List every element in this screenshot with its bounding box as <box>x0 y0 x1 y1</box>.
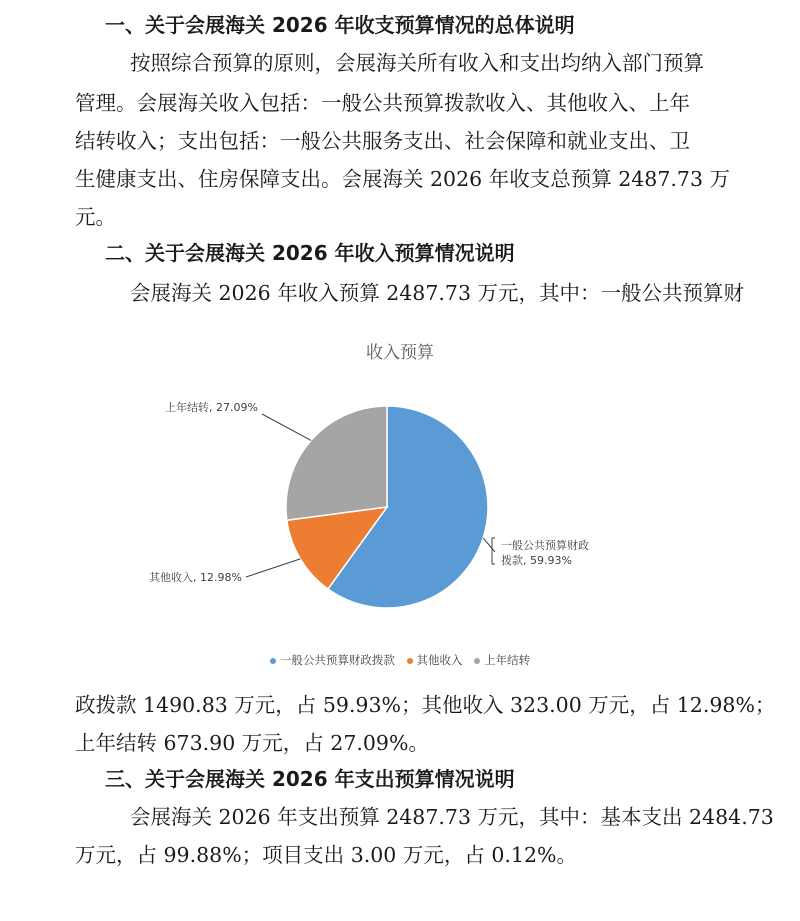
legend-item <box>474 652 530 668</box>
paragraph-line: 会展海关 2026 年支出预算 2487.73 万元，其中：基本支出 2484.73 <box>130 805 774 829</box>
chart-title: 收入预算 <box>366 343 434 363</box>
paragraph-line: 管理。会展海关收入包括：一般公共预算拨款收入、其他收入、上年 <box>75 91 690 115</box>
paragraph-line: 按照综合预算的原则，会展海关所有收入和支出均纳入部门预算 <box>130 51 704 75</box>
legend-dot <box>407 658 413 664</box>
chart-legend <box>0 652 800 668</box>
slice-data-label: 拨款, 59.93% <box>501 554 572 567</box>
legend-item <box>407 652 463 668</box>
section-2-heading: 二、关于会展海关 2026 年收入预算情况说明 <box>105 241 515 265</box>
paragraph-line: 会展海关 2026 年收入预算 2487.73 万元，其中：一般公共预算财 <box>130 281 745 305</box>
slice-data-label: 一般公共预算财政 <box>501 539 589 552</box>
section-3-heading: 三、关于会展海关 2026 年支出预算情况说明 <box>105 767 515 791</box>
leader-line <box>246 559 300 577</box>
legend-label: 上年结转 <box>484 653 531 667</box>
slice-data-label: 其他收入, 12.98% <box>149 571 242 584</box>
paragraph-line: 万元，占 99.88%；项目支出 3.00 万元，占 0.12%。 <box>75 843 577 867</box>
leader-line <box>262 414 311 440</box>
paragraph-line: 结转收入；支出包括：一般公共服务支出、社会保障和就业支出、卫 <box>75 129 690 153</box>
paragraph-line: 生健康支出、住房保障支出。会展海关 2026 年收支总预算 2487.73 万 <box>75 167 731 191</box>
legend-dot <box>474 658 480 664</box>
section-1-heading: 一、关于会展海关 2026 年收支预算情况的总体说明 <box>105 13 575 37</box>
legend-item <box>270 652 395 668</box>
legend-label: 其他收入 <box>416 653 463 667</box>
leader-line <box>483 538 495 552</box>
paragraph-line: 政拨款 1490.83 万元，占 59.93%；其他收入 323.00 万元，占 12.98%； <box>75 693 776 717</box>
paragraph-line: 上年结转 673.90 万元，占 27.09%。 <box>75 731 429 755</box>
legend-label: 一般公共预算财政拨款 <box>279 653 395 667</box>
slice-data-label: 上年结转, 27.09% <box>165 401 258 414</box>
paragraph-line: 元。 <box>75 205 116 229</box>
pie-slice <box>286 406 387 520</box>
legend-dot <box>270 658 276 664</box>
